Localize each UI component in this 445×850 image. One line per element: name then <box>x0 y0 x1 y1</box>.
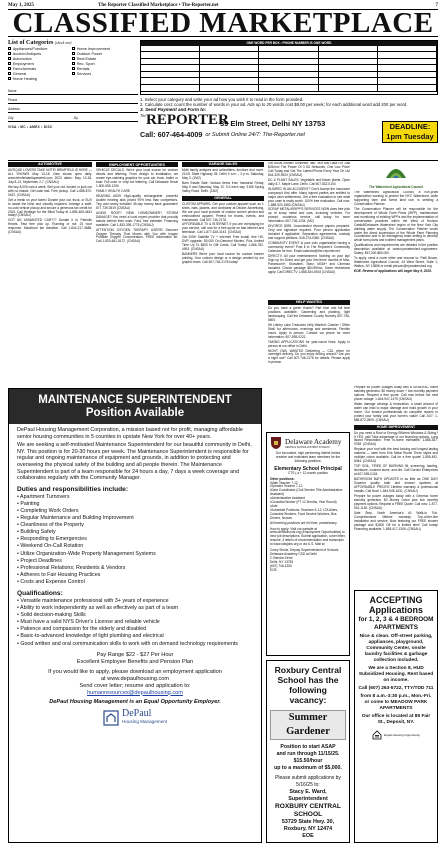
garage-header: GARAGE SALES <box>182 162 264 167</box>
general-header: GENERAL <box>182 196 264 201</box>
classified-listing: DIRECTV. All your entertainment. Nothing on your lap! Sign up for Direct and get your first three months of Max, Paramount+, Showtime, Starz, MGM+ and Cinemax included. Choice package $84.99/mo. Some restrictions apply. Call DIRECTV 1-888-534-6918 (CNSAU) <box>268 253 350 274</box>
duty-item: • Regular Maintenance and Building Improvement <box>17 515 253 522</box>
category-label: Automotive <box>12 57 32 61</box>
roxbury-start: Position to start ASAP <box>280 744 336 750</box>
checkbox[interactable] <box>8 67 11 70</box>
page-title: CLASSIFIED MARKETPLACE <box>8 10 438 37</box>
equal-housing-icon <box>372 730 382 740</box>
duty-item: • Weekend On-Call Rotation <box>17 543 253 550</box>
checkbox[interactable] <box>8 47 11 50</box>
classified-listing: Get a break on your taxes! Donate your car, truck, or SUV to assist the blind and visually impaired. Arrange a swift, no-cost vehicle pickup and secure a generous tax credit for 2025. Call Heritage for the Blind Today at 1-855-485-4481 today! (CNSAU) <box>8 197 92 218</box>
qualification-item: • Good written and oral communication skills to work with on demand technology requirements <box>17 641 253 648</box>
qualification-item: • Must have a valid NYS Driver's License and reliable vehicle <box>17 619 253 626</box>
general-continued-column <box>268 162 350 298</box>
delaware-school-sub: CTS (.a + 12-month position <box>288 470 328 475</box>
contact-line: 2 Sheldon Drive <box>270 555 293 560</box>
duty-item: • Painting <box>17 501 253 508</box>
category-label: Rentals <box>76 67 90 71</box>
deadline-badge: DEADLINE: 1pm Tuesday <box>382 121 438 143</box>
classified-listing: We buy 8,000 cars a week. Sell your old, busted or junk car with no hassle. Get cash fast. Free pickup. Call 1-888-870-0422. (CNSAU) <box>8 184 92 197</box>
home-improvement-header: HOME IMPROVEMENT <box>354 425 438 430</box>
word-box[interactable] <box>319 65 378 71</box>
delaware-list-heading: Other positions: <box>270 476 295 481</box>
category-label: Employment <box>12 62 34 66</box>
classified-listing: Do you need a Roof or Energy Efficient Windows & Siding? If YES, call! Take advantage of our financing options. Long Island Restoration. Free in-home estimates: 1-888-357-9788. (CNSAU) <box>354 430 438 447</box>
position-item: • Aide <box>270 505 346 509</box>
qualification-item: • Solid decision-making Skills <box>17 612 253 619</box>
classified-listing: ANTIQUE LOVERS TAKE NOTE! BRIMFIELD IS HERE — ALL SHOWS! May 13-18. New shows open daily. www.brimfieldantiqueweek.com 2023 dates: May 13-18, July 8-13, September 2-7. (CNSAU) <box>8 168 92 184</box>
accepting-heading: ACCEPTING <box>369 595 423 605</box>
checkbox[interactable] <box>8 52 11 55</box>
position-item: • Speaker Teacher 7-12 <box>270 485 346 489</box>
word-box[interactable] <box>200 52 259 58</box>
garage-general-column <box>182 162 264 384</box>
duty-item: • Project Deadlines <box>17 558 253 565</box>
equal-housing-logo: Equal Housing Opportunity <box>358 730 434 740</box>
classified-listing: TAKING APPLICATIONS for year-round hires. Apply in person at our office in Delhi. <box>268 339 350 348</box>
instruction-2: 2. Calculate cost: count the number of words in your ad. Ads up to 20 words cost $8.00 per week; for each additional word add 20¢ per word. <box>140 102 408 107</box>
watershed-paragraph: The Watershed Agricultural Council, a non-profit organization working to protect the NYC Watershed, while supporting farm and forest land use, is seeking a Conservation Planner. <box>354 191 438 206</box>
grid-header: ONE WORD PER BOX • PHONE NUMBER IS ONE WORD <box>141 41 437 46</box>
paper-name: The Reporter Classified Marketplace • The-Reporter.net <box>98 3 219 8</box>
classified-listing: AGING ROOF? NEW HOMEOWNER? STORM DAMAGE? You need a local expert provider that proudly stands behind their work. Fast, free estimate. Financing available. Call 1-833-395-1775 (CNSAU) <box>96 210 178 227</box>
word-box[interactable] <box>378 72 437 78</box>
reporter-logo: The REPORTER <box>140 112 229 129</box>
classified-listing: Hit Lottery Lake Treasures Help Wanted: Cashier / Office Staff, for afternoons, evenings and weekends. Flexible hours. Apply in person. Contact via phone for more information: 607-555-0222. <box>268 322 350 339</box>
contact-line: Corey Shultz, Deputy Superintendent of Schools <box>270 548 339 553</box>
roxbury-position: Summer Gardener <box>270 710 346 740</box>
accepting-bedrooms: for 1, 2, 3 & 4 BEDROOM APARTMENTS <box>358 616 434 631</box>
classified-listing: TOP SOIL, TIRED OF BURNING fill, screening, hauling, limestone, crushed stone, and dirt. Call Gordon Enterprises at 607-555-0118. <box>354 464 438 477</box>
position-item: • Substitute Positions: Teachers K-12, LTA Aides, Custodial Workers, Food Service Workers, Bus Drivers, Nurses <box>270 509 346 521</box>
word-box[interactable] <box>141 78 200 84</box>
accepting-item: Nice & clean. Off-street parking, appliances, playground, Community Center, onsite laundry facilities & garbage collection included. <box>359 634 433 664</box>
word-box[interactable] <box>200 85 259 91</box>
category-label: Appliances/Furniture <box>12 47 48 51</box>
word-box[interactable] <box>319 78 378 84</box>
roxbury-run: and run through 11/15/25. $15.50/hour <box>276 751 340 764</box>
grid-row <box>141 78 437 85</box>
position-item: • Administrative Assistant <box>270 497 346 501</box>
duty-item: • Cleanliness of the Property <box>17 522 253 529</box>
checkbox[interactable] <box>8 62 11 65</box>
classified-listing: NIGHT OWL WANTED Delivering — CDL driver for overnight delivery. Do you enjoy driving around? Are you a night owl? Call 607-746-2176 for details. Please apply in person. <box>268 348 350 365</box>
delaware-cert-note: All teaching positions are full time, probationary <box>270 520 337 525</box>
grid-row <box>141 52 437 59</box>
checkbox[interactable] <box>8 57 11 60</box>
automotive-header: AUTOMOTIVE <box>8 162 92 167</box>
card-logos: VISA • MC • AMEX • DISC <box>8 125 53 129</box>
watershed-logo: The Watershed Agricultural Council <box>354 162 438 189</box>
word-box[interactable] <box>319 85 378 91</box>
category-option[interactable] <box>8 77 68 82</box>
roxbury-school: ROXBURY CENTRAL SCHOOL <box>275 803 341 818</box>
delaware-crest-icon <box>269 436 283 450</box>
category-label: Rec. Sport <box>76 62 95 66</box>
name-field[interactable]: Name <box>8 86 138 95</box>
word-box[interactable] <box>319 72 378 78</box>
depaul-house-icon <box>103 710 119 726</box>
classified-listing: Prepare for power outages today with a Generac home standby generator. $0 Money Down plus low monthly payment options. Request a FREE Quote. Call now: 1-877-516-1160. (CNSAU) <box>354 493 438 510</box>
checkbox[interactable] <box>8 77 11 80</box>
category-label: Real Estate <box>76 57 97 61</box>
quals-heading: Qualifications: <box>17 589 63 597</box>
apply-text-1: If you would like to apply, please download an employment application <box>48 668 222 675</box>
classified-listing: AFFORDABLE TV & INTERNET. If you are overpaying for your service, call now for a free quote on fast internet and television. Call 1-877-628-3143. (CNSAU) <box>182 222 264 235</box>
duty-item: • Responding to Emergencies <box>17 536 253 543</box>
submit-online[interactable]: or Submit Online 24/7: The-Reporter.net <box>205 131 305 138</box>
position-item: • Math Teacher 7-12 <box>270 482 346 486</box>
classified-listing: Get Boost Infinite! Unlimited Talk, Text and Data For Just $25/mo! The Power Of 3 5G Networks, One Low Price! Call Today and Get The Latest iPhone Every Year On Us! 844-329-9920 (CNSAU) <box>268 162 350 177</box>
qualification-item: • Patience and compassion for the elderly and disabled <box>17 626 253 633</box>
grid-row <box>141 46 437 53</box>
position-item: • Data Coordinator (Civil Service Title Administrative Assistant) <box>270 489 346 497</box>
word-box[interactable] <box>200 78 259 84</box>
word-box[interactable] <box>319 46 378 52</box>
classified-listing: Safe Step. North America's #1 Walk-In Tub. Comprehensive lifetime warranty. Top-of-the-line installation and service. Now featuring our FREE shower package and $1600 Off for a limited time! Call today! Financing available. 1-855-417-1306. (CNSAU) <box>354 510 438 531</box>
classified-listing: INJURED IN AN ACCIDENT? Don't Accept the insurance company's first offer. Many injured parties are entitled to major cash settlements. Get a free evaluation to see what your case is really worth. 100% free evaluation. Call now: 1-888-920-1883 (CNSAU) <box>268 186 350 207</box>
classified-listing: Get DISH Satellite TV + Internet! Free install, free HD-DVR upgrade, 80,000 On-Demand Movies, Plus Limited Time Up To $600 In Gift Cards. Call Today! 1-866-782-4993. (CNSAU) <box>182 235 264 252</box>
word-box[interactable] <box>259 59 318 65</box>
address-field[interactable]: Address <box>8 104 138 113</box>
word-box[interactable] <box>378 52 437 58</box>
qualification-item: • Ability to work independently as well as effectively as part of a team <box>17 605 253 612</box>
depaul-ad <box>8 388 262 843</box>
order-instructions <box>140 97 438 159</box>
word-box[interactable] <box>259 46 318 52</box>
grid-row <box>141 65 437 72</box>
category-label: Home Heating <box>12 77 37 81</box>
duty-item: • Completing Work Orders <box>17 508 253 515</box>
accepting-item: Our office is located at 85 Fair St., Deposit, NY. <box>361 714 431 726</box>
classified-listing: Do you have a green thumb? Part time and full time positions available. Gardening and planting, light landscaping. Call the Delaware County Nursery 607-746-5500. <box>268 306 350 322</box>
classified-listing: CUSTOM APPAREL Get your custom apparel such as t-shirts, hats, jackets, and workwear at Decker Advertising. We are your local provider of custom screen printed and embroidered apparel. Perfect for teams, events, and businesses. Call 607-746-2178. <box>182 201 264 222</box>
word-box[interactable] <box>378 78 437 84</box>
issue-date: May 1, 2025 <box>8 3 34 8</box>
automotive-column <box>8 162 92 384</box>
word-box[interactable] <box>141 65 200 71</box>
help-wanted-column <box>268 300 350 384</box>
depaul-eoe: DePaul Housing Management is an Equal Opportunity Employer. <box>49 698 221 705</box>
classified-listing: Prepare for power outages today with a GENERAC home standby generator. $0 money down + low monthly payment options. Request a free quote. Call now before the next power outage: 1-844-947-1479 (CNSAU) <box>354 386 438 401</box>
employment-header: EMPLOYMENT OPPORTUNITIES <box>96 162 178 167</box>
category-label: Auction/Antiques <box>12 52 42 56</box>
category-col-left <box>8 47 68 82</box>
duty-item: • Apartment Turnovers <box>17 494 253 501</box>
word-box[interactable] <box>141 72 200 78</box>
divider <box>8 160 438 161</box>
roxbury-address-1: 53729 State Hwy. 30, <box>281 819 335 825</box>
roxbury-address-2: Roxbury, NY 12474 <box>283 826 333 832</box>
help-wanted-header: HELP WANTED <box>268 300 350 305</box>
home-improvement-column <box>354 386 438 586</box>
apply-text-2[interactable]: at www.depaulhousing.com <box>100 675 170 682</box>
phone-field[interactable]: Phone <box>8 95 138 104</box>
quals-list <box>17 598 253 648</box>
depaul-intro: DePaul Housing Management Corporation, a mission based not for profit, managing affordable senior housing communities in 5 counties in upstate New York for over 40+ years. <box>17 427 243 440</box>
classified-listing: COMMUNITY EVENT Is your civic organization having a community event? Post it in The Reporter's Community Calendar for free. Email calendar@the-reporter.net. <box>268 241 350 254</box>
contact-line: Delhi, NY 13753 <box>270 559 294 564</box>
watershed-paragraph: Qualifications and requirements are detailed in the position description available at www.nycwatershed.org/careers. Salary: $57,000-$60,000. <box>354 243 438 256</box>
accepting-item: from 8 a.m.-3:30 p.m., Mon.-Fri. or come to MEADOW PARK APARTMENTS <box>360 694 432 712</box>
word-grid[interactable] <box>140 40 438 95</box>
classified-listing: FAMILY HEALTH CARE <box>96 188 131 193</box>
duty-item: • Utilize Organization-Wide Property Management Systems <box>17 551 253 558</box>
classified-listing: Water damage cleanup & restoration: a small amount of water can lead to major damage and mold growth in your home. Our trusted professionals do complete repairs to protect your family and your home's value! Call 24/7: 1-888-872-2809. (CNSAU) <box>354 401 438 422</box>
word-box[interactable] <box>141 52 200 58</box>
watershed-ad <box>354 162 438 385</box>
classified-listing: SCRAP METAL/KRIPP'S SERVICES NOW does free pick up of scrap metal and cars, including vehicles. For prompt, courteous service, call today for more information: 607-746-1234. (M2) <box>268 207 350 224</box>
word-box[interactable] <box>259 85 318 91</box>
category-option[interactable] <box>72 72 134 77</box>
duties-list <box>17 494 253 586</box>
checkbox[interactable] <box>72 47 75 50</box>
checkbox[interactable] <box>72 62 75 65</box>
classified-listing: DC & PLANT SALES. Vegetable and flower plants. Open daily 8-7. Maple Lane, Delhi. Call 607-832-0100. <box>268 177 350 186</box>
employment-column <box>96 162 178 384</box>
watershed-leaf-icon <box>383 162 409 180</box>
categories-heading: List of Categories (check one) <box>8 40 72 46</box>
category-label: General <box>12 72 27 76</box>
depaul-banner: MAINTENANCE SUPERINTENDENT Position Available <box>9 389 261 424</box>
checkbox[interactable] <box>8 72 11 75</box>
benefits: Excellent Employee Benefits and Pension Plan <box>76 658 194 665</box>
accepting-item: We are a Section 8, HUD Subsidized Housing. Rent based on income. <box>358 666 434 684</box>
duty-item: • Adheres to Fair Housing Practices <box>17 572 253 579</box>
classified-listing: VEHICLE DECALS. We're your local source for custom decals and lettering. From design to installation, we create eye-catching graphics for your car, truck, trailer or boat. Full color or vinyl cut lettering. Call Delaware Decal 1-800-555-1250. <box>96 168 178 189</box>
accepting-applications-ad <box>354 590 438 843</box>
watershed-paragraph: To apply, send a cover letter and resume to: Patti Brown, Watershed Agricultural Council, 44 West Street, Suite 1, Walton, NY 13856 or email pbrown@nycwatershed.org <box>354 256 438 269</box>
checkbox[interactable] <box>72 72 75 75</box>
classified-listing: Barn Estate Sale: Various items from Industrial Friday, May 9 and Saturday, May 10. 9-3 each day. 3185 Spring Valley Road, Delhi. (1M2) <box>182 180 264 193</box>
delaware-academy-ad <box>266 432 350 656</box>
watershed-paragraph: The Conservation Planner will be responsible for the development of Whole Farm Plans (WFP), maintenance and monitoring of existing WFPs and the implementation of conservation practices within the West of Hudson Catskill/Delaware Watershed region of the New York City drinking water supply. The Conservation Planner works under the direct supervision of the Whole Farm Planning Coordinator and in an interagency team setting to develop whole farm plans and nutrient management plans. <box>354 206 438 243</box>
word-box[interactable] <box>378 65 437 71</box>
delaware-logo: Delaware Academy CENTRAL SCHOOL DISTRICT AT DELHI <box>267 433 349 450</box>
classified-listing: Multi family antiques and collectibles, furniture and more. 21101 State Highway 28, Delhi 9 a.m. - 3 p.m. Saturday, May 3. (1M2) <box>182 168 264 180</box>
grid-row <box>141 85 437 92</box>
call-number: Call: 607-464-4009 <box>140 130 203 140</box>
pay-range: Pay Range $22 - $27 Per Hour <box>96 651 174 658</box>
classified-listing: ATTENTION OXYGEN THERAPY USERS! Discover Oxygen Therapy That Moves with You with Inogen Portable Oxygen Concentrators. FREE information kit. Call 1-833-661-8172. (CNSAU) <box>96 227 178 244</box>
classified-listing: HEARING AIDS! High-quality rechargeable, powerful Audien hearing aids priced 90% less than competitors. Tiny and nearly invisible! 45-day money back guarantee! 877-739-0519 (CNSAU) <box>96 193 178 210</box>
position-item: • Custodial Worker (FT 12 Months, Year Round) <box>270 501 346 505</box>
category-label: Outdoor Power <box>76 52 103 56</box>
category-col-right <box>72 47 134 82</box>
duties-heading: Duties and responsibilities include: <box>17 485 129 493</box>
instruction-3: 3. Send Payment and Form to: <box>140 107 207 112</box>
word-box[interactable] <box>378 59 437 65</box>
word-box[interactable] <box>200 59 259 65</box>
roxbury-max: up to a maximum of $5,000. <box>274 765 342 771</box>
duty-item: • Professional Relations; Residents & Vendors <box>17 565 253 572</box>
accepting-subheading: Applications <box>368 605 423 615</box>
classified-listing: BATHROOM BATH UPDATES in as little as ONE DAY! Superior quality bath and shower systems at AFFORDABLE PRICES! Lifetime warranty & professional installs. Call Now! 1-844-945-1631. (CNSAU) <box>354 477 438 493</box>
word-box[interactable] <box>378 85 437 91</box>
depaul-logo: DePaul Housing Management <box>17 710 253 726</box>
word-box[interactable] <box>259 72 318 78</box>
word-box[interactable] <box>200 65 259 71</box>
accepting-item: Call (607) 263-5722, TTY/TDD 711 <box>358 686 434 692</box>
category-checklist <box>8 47 138 82</box>
duty-item: • Costs and Expense Control <box>17 579 253 586</box>
instruction-1: 1. Select your category and write your ad how you wish it to read in the form provided. <box>140 97 304 102</box>
delaware-school-position: Elementary School Principal <box>274 465 342 472</box>
contact-line: EOE <box>270 567 277 572</box>
word-box[interactable] <box>319 59 378 65</box>
duty-item: • Building Safety <box>17 529 253 536</box>
word-box[interactable] <box>259 78 318 84</box>
classified-listing: DIVORCE $399. Uncontested divorce papers prepared. Only one signature required. Poor person application included if applicable. Separation agreements, custody and support petitions. 518-274-0380. (CNSAU) <box>268 224 350 241</box>
apply-text-3: Send cover letter; resume and application to: <box>79 682 191 689</box>
checkbox[interactable] <box>72 57 75 60</box>
word-box[interactable] <box>319 52 378 58</box>
grid-row <box>141 72 437 79</box>
grid-row <box>141 59 437 66</box>
roxbury-ad <box>266 660 350 843</box>
delaware-tagline: Our innovative, high performing district invites creative and motivated team members for the following positions: <box>275 451 341 463</box>
classified-listing: Replace your roof with the best looking and longest lasting material — steel from Erie Metal Roofs! Three styles and multiple colors available. Call for a free quote! 1-855-492-6084. (CNSAU) <box>354 447 438 464</box>
category-label: Home Improvement <box>76 47 111 51</box>
word-box[interactable] <box>378 46 437 52</box>
watershed-paragraph: EOE. Review of applications will begin May 9, 2025. <box>354 269 432 274</box>
category-label: Farm/Animals <box>12 67 37 71</box>
qualification-item: • Basic-to-advanced knowledge of light plumbing and electrical <box>17 633 253 640</box>
word-box[interactable] <box>259 52 318 58</box>
word-box[interactable] <box>141 59 200 65</box>
roxbury-eoe: EOE <box>302 833 314 839</box>
classified-listing: GOT AN UNWANTED CAR??? Donate it to Patriotic Hearts. Fast free pick up. Running or not. 24 hour response. Maximum tax donation. Call 1-844-217-4686. (CNSAU) <box>8 218 92 235</box>
word-box[interactable] <box>141 46 200 52</box>
word-box[interactable] <box>200 46 259 52</box>
word-box[interactable] <box>141 85 200 91</box>
page-number: 7 <box>435 3 438 8</box>
qualification-item: • Versatile maintenance professional with 3+ years of experience <box>17 598 253 605</box>
city-zip-field[interactable]: City Zip <box>8 113 138 122</box>
apply-email-link[interactable]: humanresources@depaulhousing.com <box>87 689 183 696</box>
checkbox[interactable] <box>72 52 75 55</box>
roxbury-submit: Please submit applications by 5/16/25 to: <box>275 775 341 788</box>
order-form-left <box>8 40 138 158</box>
roxbury-superintendent: Stacy E. Ward, Superintendent <box>288 789 328 802</box>
contact-line: (607) 746-1300 <box>270 563 292 568</box>
classified-listing: BANNERS We're your local source for custom banner printing. Your custom design or a design created by our graphic team. Call 607-746-2178 today! <box>182 252 264 265</box>
category-label: Services <box>76 72 92 76</box>
word-box[interactable] <box>200 72 259 78</box>
contact-line: Delaware Academy CSD at Delhi <box>270 551 317 556</box>
depaul-description: We are seeking a self-motivated Maintenance Superintendent for our beautiful community in Delhi, NY. This position is for 20-30 hours per week. The Maintenance Superintendent is responsible for regular and ongoing maintenance of equipment and grounds, in addition to protecting and overseeing the physical safety of the building and all people therein. The Maintenance Superintendent is part of a team responsible for 24 hours a day, 7 days a week coverage and collaborates regularly with the Community Manager. <box>17 442 252 482</box>
checkbox[interactable] <box>72 67 75 70</box>
word-box[interactable] <box>259 65 318 71</box>
delaware-how-to-apply: How to apply: Visit our website at www.delhischools.org (Employment Opportunities) to view job descriptions. Submit application, cover letter, resume, 3 letters of recommendation and transcripts to www.olasjobs.org or via U.S. Mail to: <box>270 526 346 547</box>
roxbury-heading: Roxbury Central School has the following vacancy: <box>274 665 342 705</box>
mail-address: 39 Elm Street, Delhi NY 13753 <box>220 119 326 129</box>
